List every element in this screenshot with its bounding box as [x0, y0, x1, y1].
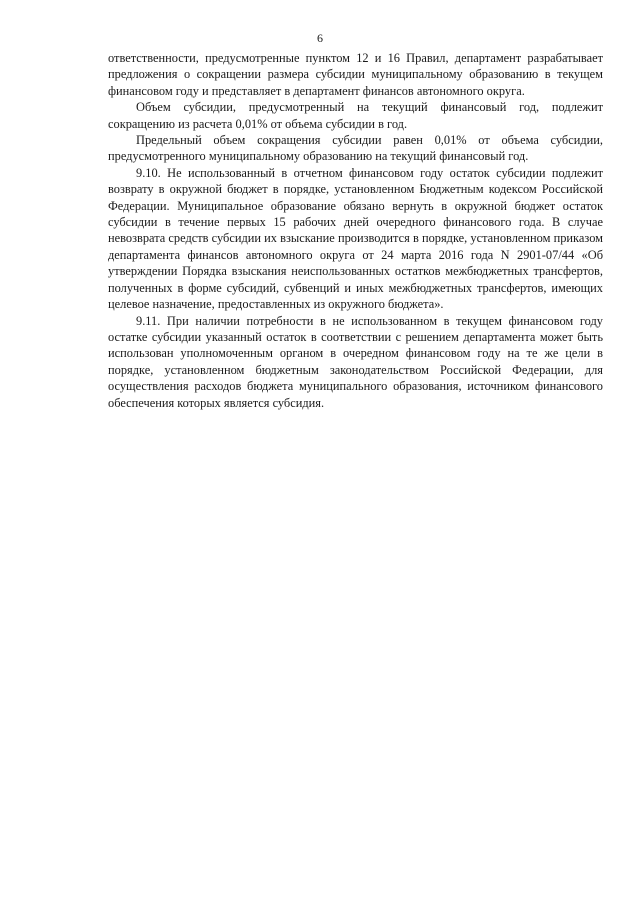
paragraph-subsidy-volume: Объем субсидии, предусмотренный на текущий финансовый год, подлежит сокращению из расчета 0,01% от объема субсидии в год.: [108, 100, 603, 131]
paragraph-reduction-limit: Предельный объем сокращения субсидии равен 0,01% от объема субсидии, предусмотренного муниципальному образованию на текущий финансовый год.: [108, 133, 603, 164]
page-number: 6: [317, 31, 323, 45]
paragraph-9-11: 9.11. При наличии потребности в не использованном в текущем финансовом году остатке субсидии указанный остаток в соответствии с решением департамента может быть использован уполномоченным органом в очередном финансовом году на те же цели в порядке, установленном бюджетным законодательством Российской Федерации, для осуществления расходов бюджета муниципального образования, источником финансового обеспечения которых является субсидия.: [108, 313, 603, 410]
paragraph-continuation: ответственности, предусмотренные пунктом 12 и 16 Правил, департамент разрабатывает предложения о сокращении размера субсидии муниципальному образованию в текущем финансовом году и представляет в департамент финансов автономного округа.: [108, 51, 603, 98]
paragraph-9-10: 9.10. Не использованный в отчетном финансовом году остаток субсидии подлежит возврату в окружной бюджет в порядке, установленном Бюджетным кодексом Российской Федерации. Муниципальное образование обязано вернуть в окружной бюджет остаток субсидии в течение первых 15 рабочих дней очередного финансового года. В случае невозврата средств субсидии их взыскание производится в порядке, установленном приказом департамента финансов автономного округа от 24 марта 2016 года N 2901-07/44 «Об утверждении Порядка взыскания неиспользованных остатков межбюджетных трансфертов, полученных в форме субсидий, субвенций и иных межбюджетных трансфертов, имеющих целевое назначение, предоставленных из окружного бюджета».: [108, 165, 603, 312]
document-body: [108, 50, 603, 411]
